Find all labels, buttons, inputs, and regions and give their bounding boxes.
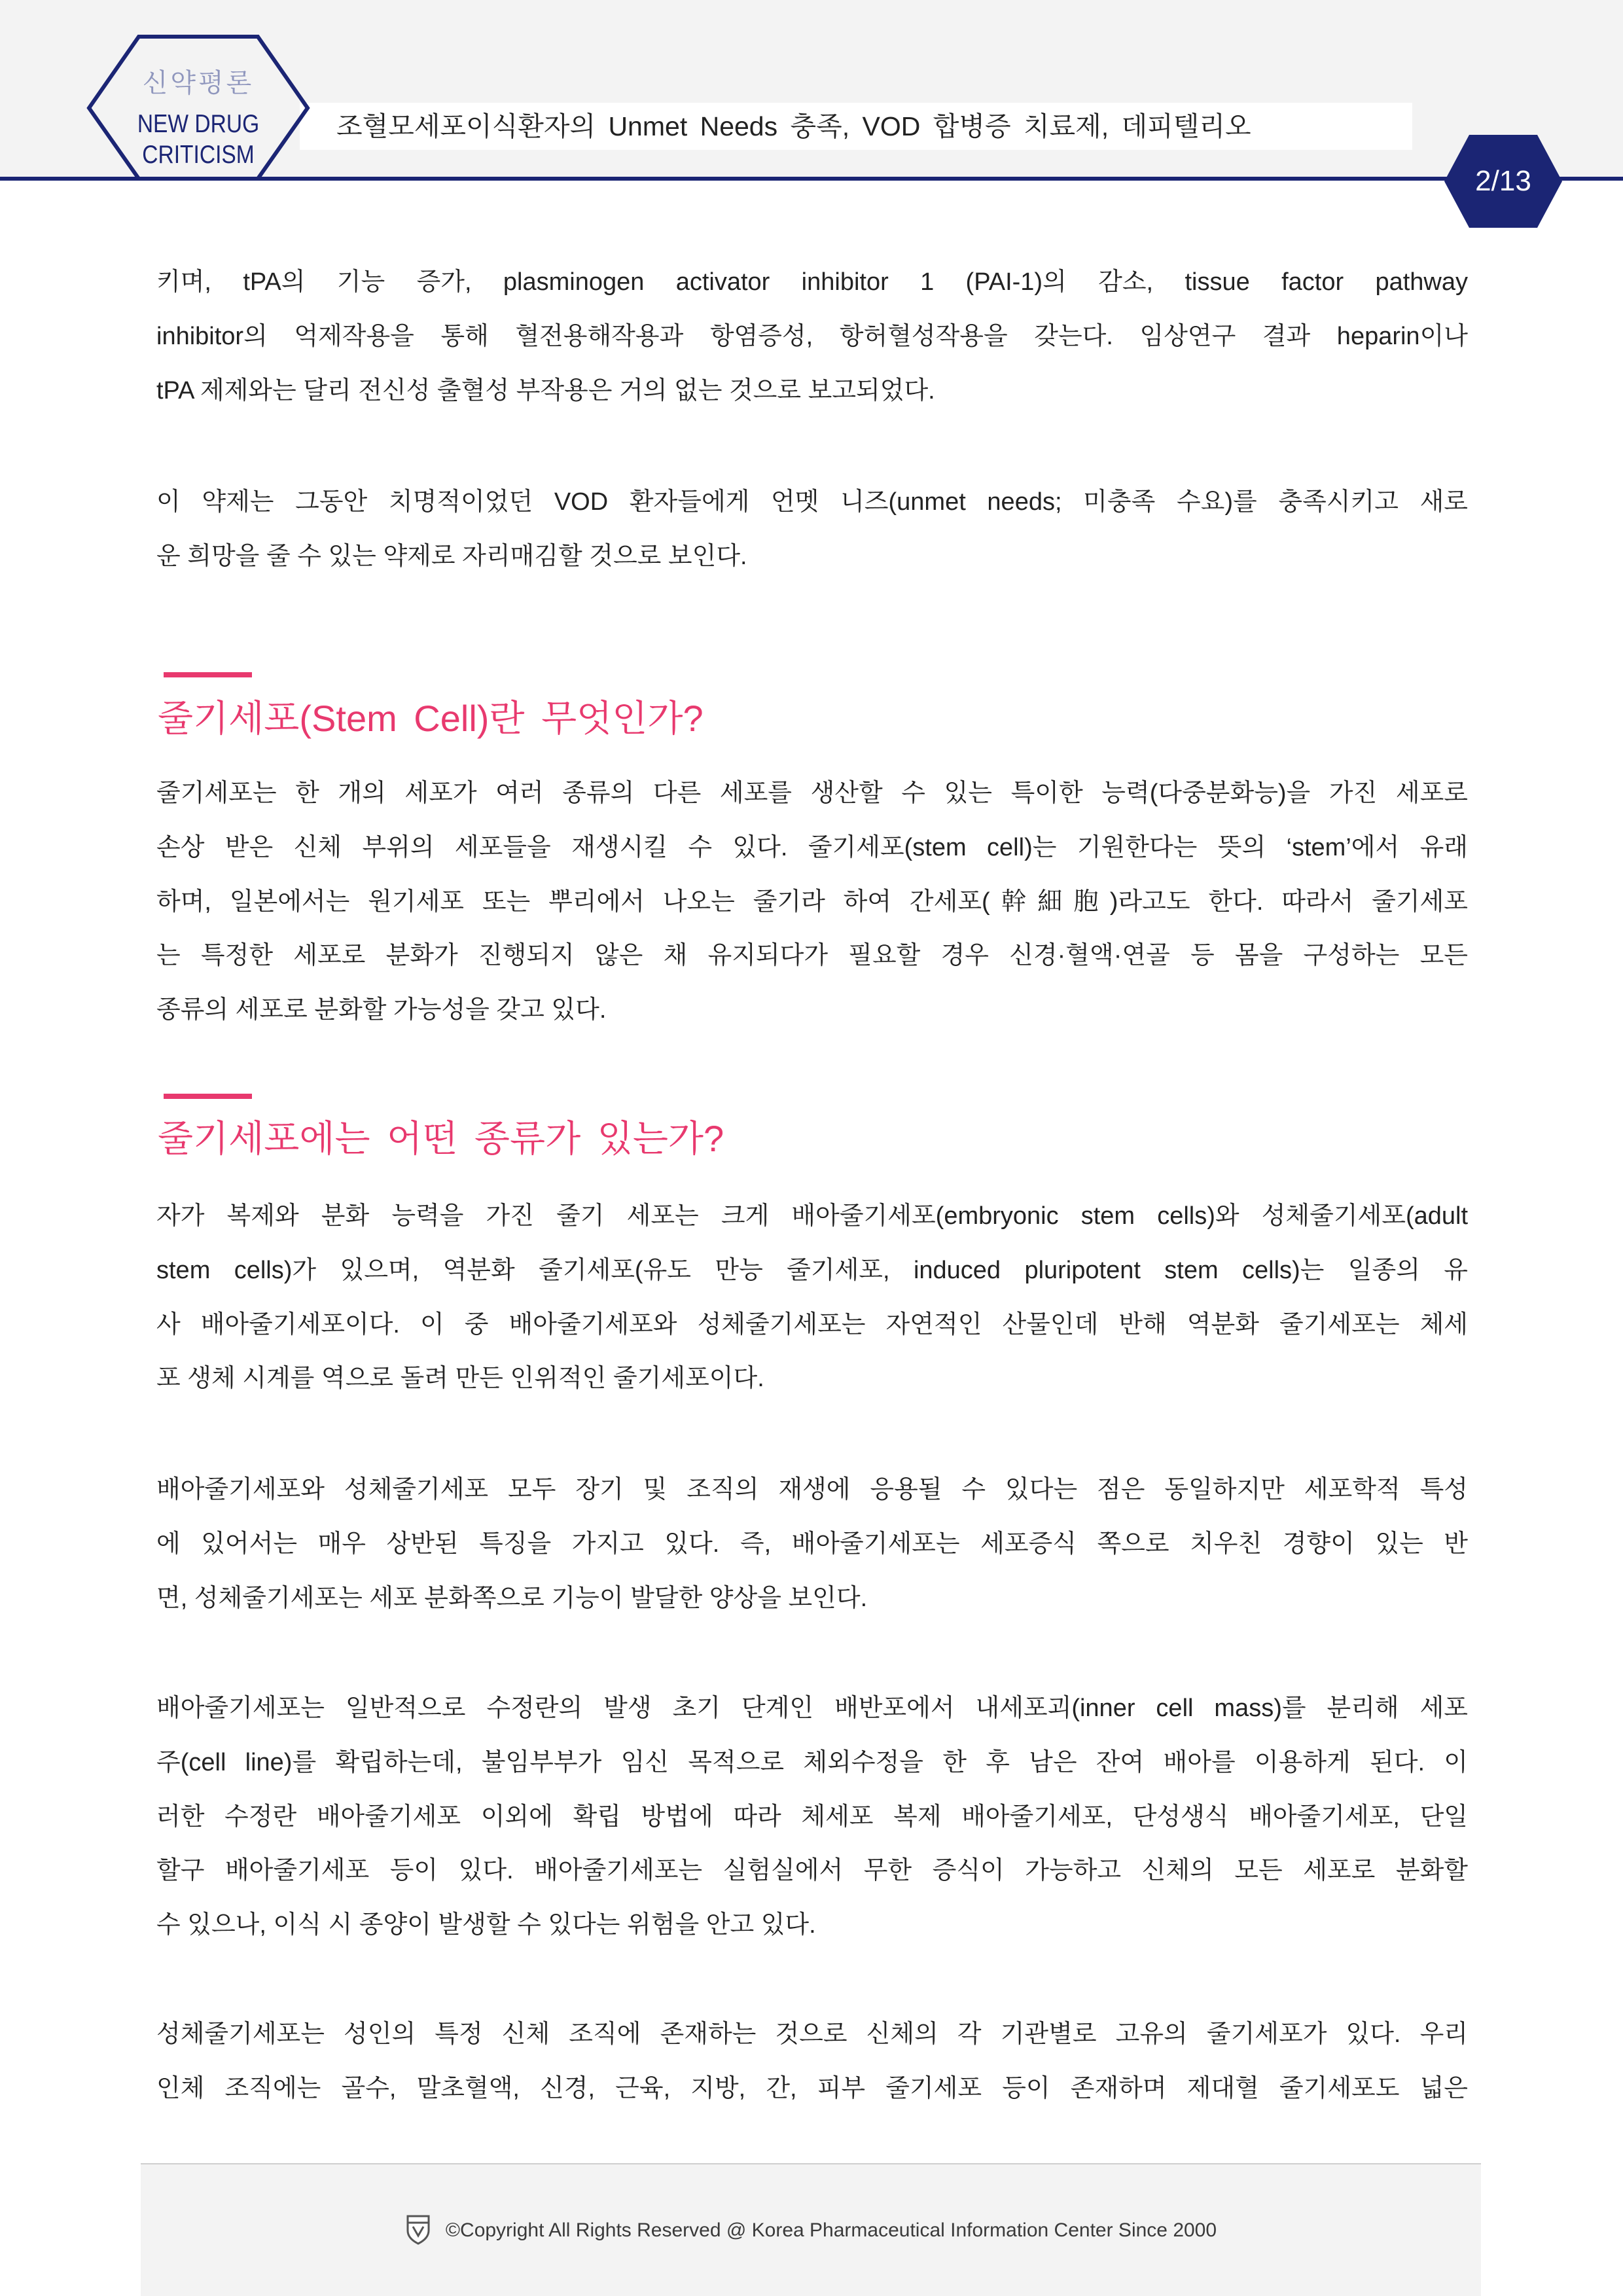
text-line: 종류의 세포로 분화할 가능성을 갖고 있다.: [156, 996, 607, 1024]
text-line: 배아줄기세포는 일반적으로 수정란의 발생 초기 단계인 배반포에서 내세포괴(inner cell mass)를 분리해 세포: [156, 1695, 1468, 1722]
section-1-heading: 줄기세포(Stem Cell)란 무엇인가?: [158, 698, 704, 739]
text-line: 러한 수정란 배아줄기세포 이외에 확립 방법에 따라 체세포 복제 배아줄기세포, 단성생식 배아줄기세포, 단일: [156, 1803, 1468, 1831]
text-line: inhibitor의 억제작용을 통해 혈전용해작용과 항염증성, 항허혈성작용을 갖는다. 임상연구 결과 heparin이나: [156, 322, 1468, 350]
article-title: 조혈모세포이식환자의 Unmet Needs 충족, VOD 합병증 치료제, 데피텔리오: [336, 111, 1251, 141]
copyright-text: ©Copyright All Rights Reserved @ Korea Pharmaceutical Information Center Since 2000: [445, 2219, 1217, 2241]
text-line: stem cells)가 있으며, 역분화 줄기세포(유도 만능 줄기세포, induced pluripotent stem cells)는 일종의 유: [156, 1256, 1468, 1284]
section-marker-bar: [164, 672, 252, 677]
intro-paragraph-2: [156, 475, 1468, 584]
shield-emblem-icon: [405, 2214, 431, 2245]
text-line: 면, 성체줄기세포는 세포 분화쪽으로 기능이 발달한 양상을 보인다.: [156, 1584, 868, 1612]
logo-korean-name: 신약평론: [142, 69, 255, 98]
section-marker-bar: [164, 1094, 252, 1099]
logo-line-1: NEW DRUG: [137, 110, 260, 138]
section-2-paragraph-2: [156, 1463, 1468, 1625]
text-line: 성체줄기세포는 성인의 특정 신체 조직에 존재하는 것으로 신체의 각 기관별로 고유의 줄기세포가 있다. 우리: [156, 2020, 1468, 2048]
section-2-paragraph-3: [156, 1681, 1468, 1952]
logo-line-2: CRITICISM: [142, 141, 255, 169]
text-line: 운 희망을 줄 수 있는 약제로 자리매김할 것으로 보인다.: [156, 542, 747, 570]
text-line: 이 약제는 그동안 치명적이었던 VOD 환자들에게 언멧 니즈(unmet needs; 미충족 수요)를 충족시키고 새로: [156, 488, 1468, 516]
text-line: 포 생체 시계를 역으로 돌려 만든 인위적인 줄기세포이다.: [156, 1365, 764, 1393]
text-line: 는 특정한 세포로 분화가 진행되지 않은 채 유지되다가 필요할 경우 신경·혈액·연골 등 몸을 구성하는 모든: [156, 942, 1468, 970]
text-line: 자가 복제와 분화 능력을 가진 줄기 세포는 크게 배아줄기세포(embryonic stem cells)와 성체줄기세포(adult: [156, 1202, 1468, 1230]
text-line: 할구 배아줄기세포 등이 있다. 배아줄기세포는 실험실에서 무한 증식이 가능하고 신체의 모든 세포로 분화할: [156, 1857, 1468, 1885]
text-line: 사 배아줄기세포이다. 이 중 배아줄기세포와 성체줄기세포는 자연적인 산물인데 반해 역분화 줄기세포는 체세: [156, 1310, 1468, 1338]
text-line: 키며, tPA의 기능 증가, plasminogen activator inhibitor 1 (PAI-1)의 감소, tissue factor pathway: [156, 268, 1468, 296]
article-title-box: [300, 103, 1412, 150]
text-line: tPA 제제와는 달리 전신성 출혈성 부작용은 거의 없는 것으로 보고되었다.: [156, 376, 935, 404]
section-2-heading: 줄기세포에는 어떤 종류가 있는가?: [158, 1118, 724, 1159]
text-line: 줄기세포는 한 개의 세포가 여러 종류의 다른 세포를 생산할 수 있는 특이한 능력(다중분화능)을 가진 세포로: [156, 780, 1468, 807]
section-1-paragraph-1: [156, 766, 1468, 1037]
text-line: 하며, 일본에서는 원기세포 또는 뿌리에서 나오는 줄기라 하여 간세포(幹細胞)라고도 한다. 따라서 줄기세포: [156, 888, 1468, 916]
page-footer: [141, 2163, 1481, 2296]
intro-paragraph-1: [156, 255, 1468, 418]
text-line: 손상 받은 신체 부위의 세포들을 재생시킬 수 있다. 줄기세포(stem cell)는 기원한다는 뜻의 ‘stem’에서 유래: [156, 833, 1468, 861]
text-line: 에 있어서는 매우 상반된 특징을 가지고 있다. 즉, 배아줄기세포는 세포증식 쪽으로 치우친 경향이 있는 반: [156, 1530, 1468, 1558]
text-line: 배아줄기세포와 성체줄기세포 모두 장기 및 조직의 재생에 응용될 수 있다는 점은 동일하지만 세포학적 특성: [156, 1476, 1468, 1503]
section-2-paragraph-4: [156, 2007, 1468, 2116]
text-line: 수 있으나, 이식 시 종양이 발생할 수 있다는 위험을 안고 있다.: [156, 1911, 816, 1939]
text-line: 인체 조직에는 골수, 말초혈액, 신경, 근육, 지방, 간, 피부 줄기세포 등이 존재하며 제대혈 줄기세포도 넓은: [156, 2074, 1468, 2102]
text-line: 주(cell line)를 확립하는데, 불임부부가 임신 목적으로 체외수정을 한 후 남은 잔여 배아를 이용하게 된다. 이: [156, 1748, 1468, 1776]
page-number: 2/13: [1475, 165, 1531, 197]
section-2-paragraph-1: [156, 1189, 1468, 1406]
